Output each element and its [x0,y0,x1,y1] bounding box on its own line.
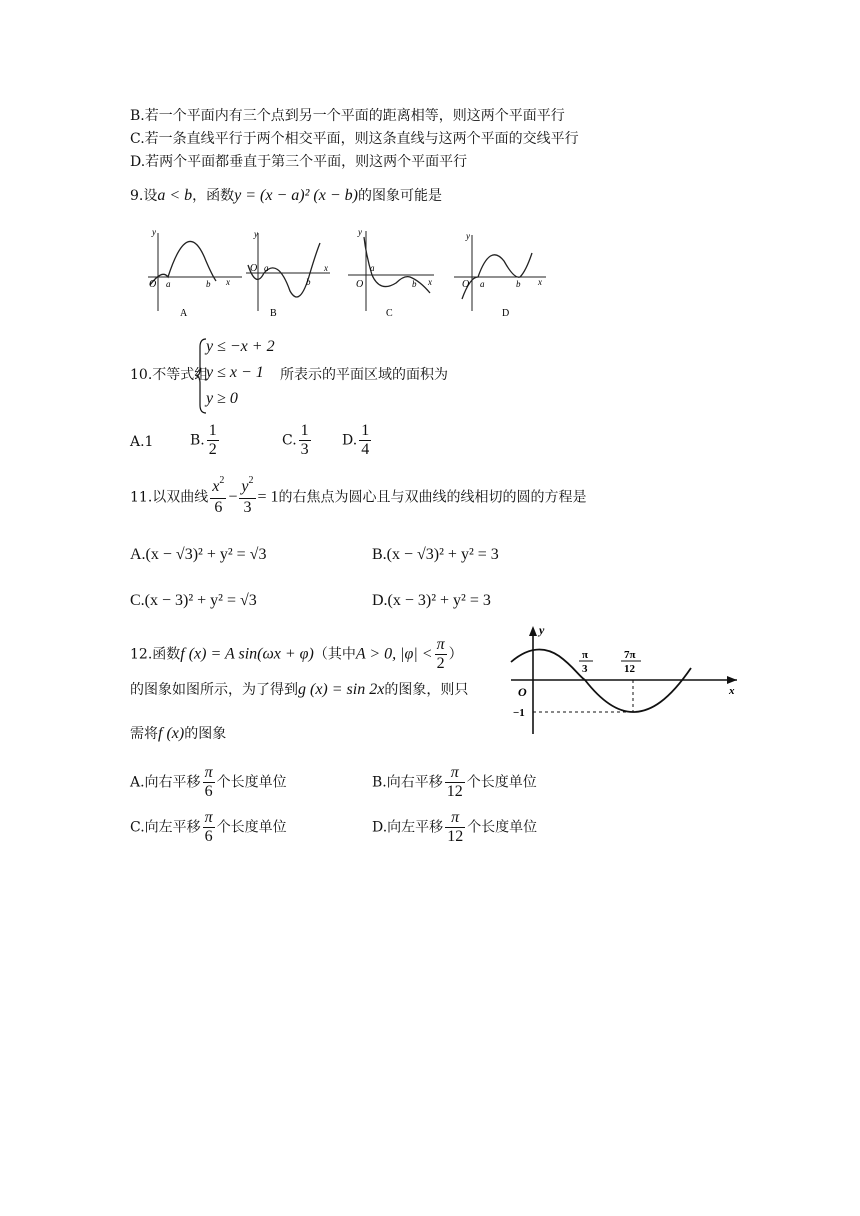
q9-b-origin: O [250,263,258,274]
q11-den-2: 3 [243,499,252,516]
q9-label-d: D [502,308,510,319]
q12-graph-tick1-den: 3 [582,663,588,675]
q12-option-c [130,809,287,846]
q12-line2-formula: g (x) = sin 2x [298,681,385,698]
q12-graph-tick1-num: π [582,649,589,661]
q9-b-a-label: a [264,263,269,273]
q9-prefix: 9.设 [130,188,158,204]
q9-graphs [140,225,560,325]
q12-option-a-num: π [204,764,213,781]
q10-option-d-label: D. [342,432,358,449]
q10-suffix: 所表示的平面区域的面积为 [280,367,448,383]
q12-option-c-den: 6 [204,828,213,845]
q12-option-b-unit: 个长度单位 [466,774,537,791]
q12-graph-x-label: x [729,685,735,697]
q9-c-x-label: x [428,277,432,287]
q12-stem-line-2 [130,680,468,700]
q10-option-c-label: C. [282,432,297,449]
q12-option-d [372,809,537,846]
q9-b-b-label: b [306,277,311,287]
q12-graph-origin: O [518,685,527,699]
q9-graph-d [454,231,546,319]
q11-option-a: A.(x − √3)² + y² = √3 [130,546,267,563]
q10-option-c-num: 1 [300,422,309,439]
q12-option-b [372,764,537,801]
q9-b-y-label: y [254,229,258,239]
q10-row-1: y ≤ −x + 2 [206,338,275,355]
q12-option-c-frac [203,809,215,846]
q12-line3-post: 的图象 [184,726,227,742]
q11-y-var: y [241,478,249,495]
q11-prefix: 11.以双曲线 [130,489,209,506]
q10-option-b-frac [207,422,219,459]
q12-option-b-den: 12 [446,783,463,800]
q9-c-a-label: a [370,263,375,273]
q10-option-d-den: 4 [361,441,370,458]
q8-option-c: C.若一条直线平行于两个相交平面，则这条直线与这两个平面的交线平行 [130,131,579,147]
q12-line2-post: 的图象，则只 [384,682,469,698]
q9-suffix: 的图象可能是 [357,188,442,204]
q9-label-a: A [180,308,188,319]
q9-a-a-label: a [166,279,171,289]
q9-label-c: C [386,308,393,319]
q9-c-y-label: y [358,227,362,237]
q12-cond-num: π [436,636,445,653]
q9-d-y-label: y [466,231,470,241]
q12-line2-pre: 的图象如图所示，为了得到 [130,682,298,698]
q12-option-d-pre: D.向左平移 [372,819,444,836]
q12-option-b-frac [445,764,465,801]
q9-c-origin: O [356,279,364,290]
q11-frac-x: $\frac{x^2}{6}$ [212,475,225,516]
q9-a-b-label: b [206,279,211,289]
q12-option-d-num: π [445,809,465,828]
q12-cond-post: ） [448,646,463,663]
q12-graph-min-label: −1 [513,707,525,719]
q12-option-c-num: π [204,809,213,826]
q10-option-b-den: 2 [208,441,217,458]
q11-x-var: x [212,478,220,495]
q9-mid: ，函数 [192,188,235,204]
q9-a-x-label: x [226,277,230,287]
q12-cond-frac [435,636,447,673]
q11-suffix: 的右焦点为圆心且与双曲线的线相切的圆的方程是 [278,489,587,506]
q10-prefix: 10.不等式组 [130,367,209,383]
q9-formula: y = (x − a)² (x − b) [234,187,358,204]
q9-label-b: B [270,308,277,319]
q9-a-origin: O [149,279,157,290]
q12-prefix: 12.函数 [130,646,181,663]
q12-cond-pre: （其中 [313,646,356,663]
q9-stem [130,186,442,206]
q12-option-c-pre: C.向左平移 [130,819,201,836]
q12-option-a-unit: 个长度单位 [216,774,287,791]
q12-cond-den: 2 [436,655,445,672]
q9-a-y-label: y [152,227,156,237]
q10-option-b-num: 1 [208,422,217,439]
q9-b-x-label: x [324,263,328,273]
q10-option-c-den: 3 [300,441,309,458]
q9-graph-b [246,229,330,319]
q12-stem-line-3 [130,724,226,744]
q12-graph-y-label: y [539,623,545,637]
q12-stem-line-1 [130,636,463,673]
q12-line3-formula: f (x) [158,725,185,742]
q12-graph-tick2-num: 7π [624,649,636,661]
q9-d-x-label: x [538,277,542,287]
q12-option-a [130,764,287,801]
q10-option-d [342,422,373,459]
q12-option-b-num: π [445,764,465,783]
q10-option-b [190,422,221,459]
q8-option-d: D.若两个平面都垂直于第三个平面，则这两个平面平行 [130,154,468,170]
q10-option-a: A.1 [130,434,154,450]
q9-d-origin: O [462,279,470,290]
q12-option-d-den: 12 [447,828,464,845]
q9-d-b-label: b [516,279,521,289]
q8-option-b: B.若一个平面内有三个点到另一个平面的距离相等，则这两个平面平行 [130,108,565,124]
q11-den-1: 6 [214,499,223,516]
q12-option-b-pre: B.向右平移 [372,774,443,791]
q10-option-c [282,422,313,459]
q11-option-c: C.(x − 3)² + y² = √3 [130,592,257,609]
q12-graph-tick2-den: 12 [624,663,635,675]
q10-option-d-num: 1 [361,422,370,439]
q10-row-2: y ≤ x − 1 [206,364,264,381]
q11-option-d: D.(x − 3)² + y² = 3 [372,592,491,609]
q11-rhs: = 1 [257,488,279,506]
q11-stem: 11.以双曲线 $\frac{x^2}{6}$ − $\frac{y^2}{3}$ = 1的右焦点为圆心且与双曲线的线相切的圆的方程是 [130,475,587,516]
q10-row-3: y ≥ 0 [206,390,238,407]
q10-option-d-frac [359,422,371,459]
q10-option-b-label: B. [190,432,205,449]
q12-option-a-pre: A.向右平移 [130,774,201,791]
q12-formula: f (x) = A sin(ωx + φ) [180,645,314,663]
q12-option-a-frac [203,764,215,801]
q11-option-b: B.(x − √3)² + y² = 3 [372,546,499,563]
q12-line3-pre: 需将 [130,726,158,742]
q9-graph-a [148,227,242,319]
q10-option-c-frac [299,422,311,459]
q9-graph-c [348,227,434,319]
q12-option-d-frac [445,809,465,846]
q12-graph [505,622,745,740]
q12-option-a-den: 6 [204,783,213,800]
q9-d-a-label: a [480,279,485,289]
q9-c-b-label: b [412,279,417,289]
q12-option-c-unit: 个长度单位 [216,819,287,836]
q12-option-d-unit: 个长度单位 [467,819,538,836]
q9-condition: a < b [157,187,193,204]
q12-condition: A > 0, |φ| < [355,645,433,663]
q11-frac-y: $\frac{y^2}{3}$ [241,475,254,516]
